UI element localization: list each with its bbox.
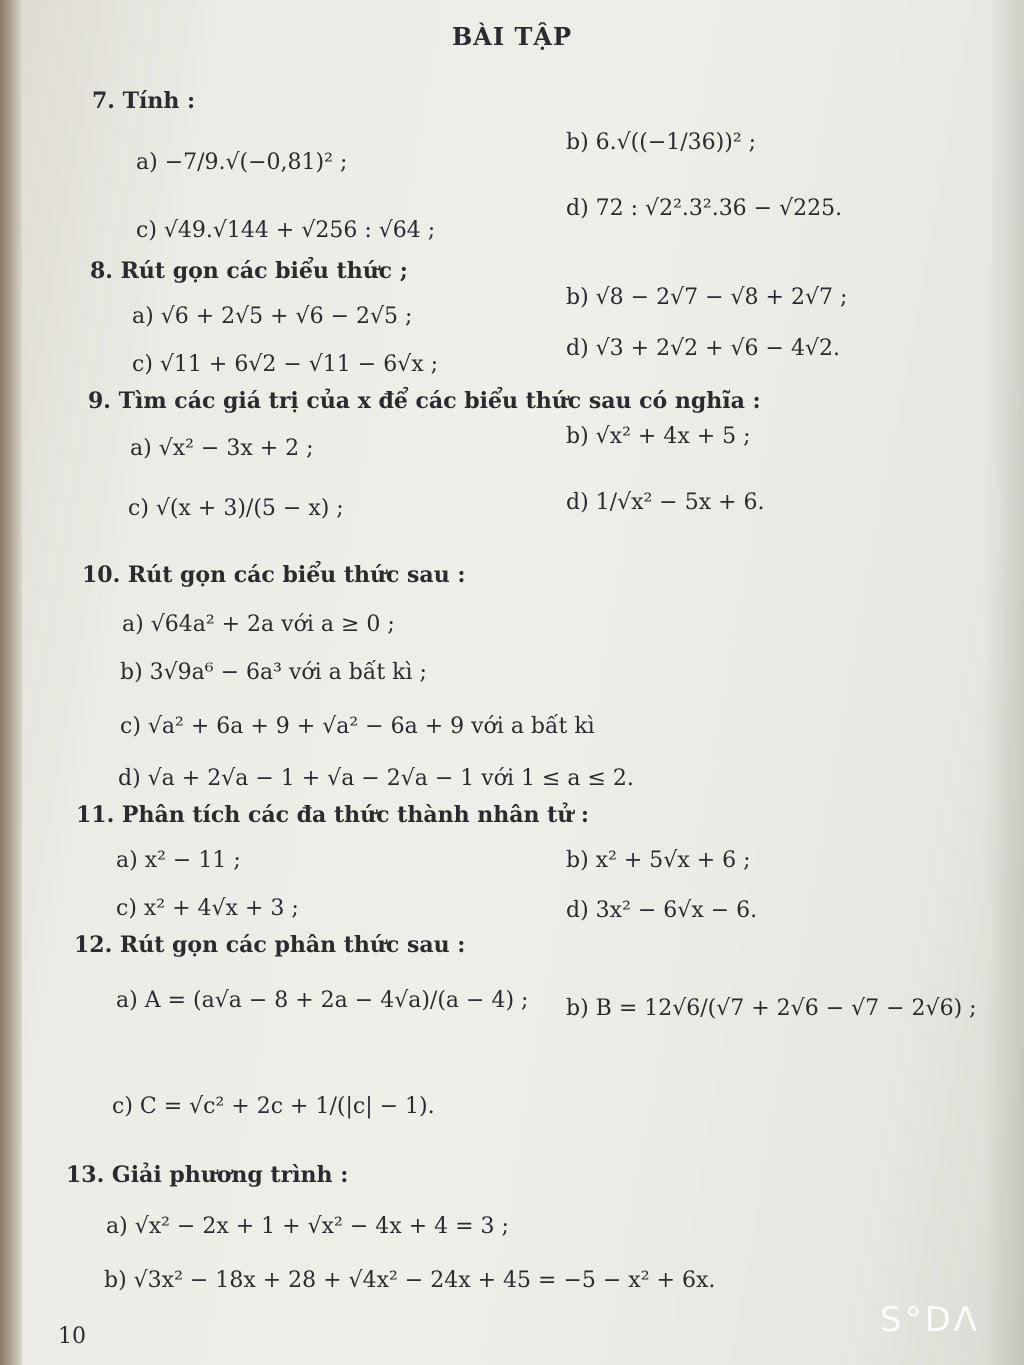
exercise-9-heading: 9. Tìm các giá trị của x để các biểu thức sau có nghĩa : bbox=[88, 388, 761, 414]
exercise-8c: c) √11 + 6√2 − √11 − 6√x ; bbox=[132, 352, 439, 377]
exercise-9d: d) 1/√x² − 5x + 6. bbox=[566, 490, 765, 515]
book-spine bbox=[0, 0, 22, 1365]
exercise-9a: a) √x² − 3x + 2 ; bbox=[130, 436, 314, 461]
page-title: BÀI TẬP bbox=[451, 22, 572, 51]
exercise-11c: c) x² + 4√x + 3 ; bbox=[116, 896, 299, 921]
exercise-10-heading: 10. Rút gọn các biểu thức sau : bbox=[82, 562, 466, 588]
page-edge-shadow bbox=[984, 0, 1024, 1365]
exercise-13b: b) √3x² − 18x + 28 + √4x² − 24x + 45 = −5 − x² + 6x. bbox=[104, 1268, 716, 1293]
exercise-10a: a) √64a² + 2a với a ≥ 0 ; bbox=[122, 612, 395, 637]
exercise-7b: b) 6.√((−1/36))² ; bbox=[566, 130, 757, 155]
exercise-8-heading: 8. Rút gọn các biểu thức ; bbox=[90, 258, 408, 284]
exercise-10c: c) √a² + 6a + 9 + √a² − 6a + 9 với a bất kì bbox=[120, 714, 595, 739]
exercise-8d: d) √3 + 2√2 + √6 − 4√2. bbox=[566, 336, 840, 361]
exercise-8a: a) √6 + 2√5 + √6 − 2√5 ; bbox=[132, 304, 413, 329]
exercise-7c: c) √49.√144 + √256 : √64 ; bbox=[136, 218, 436, 243]
exercise-10b: b) 3√9a⁶ − 6a³ với a bất kì ; bbox=[120, 660, 427, 685]
exercise-11d: d) 3x² − 6√x − 6. bbox=[566, 898, 758, 923]
watermark-logo: S°DΛ bbox=[880, 1300, 981, 1340]
exercise-9b: b) √x² + 4x + 5 ; bbox=[566, 424, 751, 449]
exercise-7d: d) 72 : √2².3².36 − √225. bbox=[566, 196, 843, 221]
exercise-12b: b) B = 12√6/(√7 + 2√6 − √7 − 2√6) ; bbox=[566, 996, 977, 1021]
exercise-12c: c) C = √c² + 2c + 1/(|c| − 1). bbox=[112, 1094, 435, 1119]
exercise-8b: b) √8 − 2√7 − √8 + 2√7 ; bbox=[566, 285, 848, 310]
page-number: 10 bbox=[58, 1324, 86, 1349]
exercise-12a: a) A = (a√a − 8 + 2a − 4√a)/(a − 4) ; bbox=[116, 988, 529, 1013]
exercise-11-heading: 11. Phân tích các đa thức thành nhân tử : bbox=[76, 802, 590, 828]
exercise-11a: a) x² − 11 ; bbox=[116, 848, 241, 873]
exercise-11b: b) x² + 5√x + 6 ; bbox=[566, 848, 751, 873]
exercise-7-heading: 7. Tính : bbox=[92, 88, 196, 114]
exercise-7a: a) −7/9.√(−0,81)² ; bbox=[136, 150, 348, 175]
exercise-9c: c) √(x + 3)/(5 − x) ; bbox=[128, 496, 344, 521]
exercise-13-heading: 13. Giải phương trình : bbox=[66, 1162, 349, 1188]
exercise-12-heading: 12. Rút gọn các phân thức sau : bbox=[74, 932, 466, 958]
exercise-13a: a) √x² − 2x + 1 + √x² − 4x + 4 = 3 ; bbox=[106, 1214, 509, 1239]
exercise-10d: d) √a + 2√a − 1 + √a − 2√a − 1 với 1 ≤ a ≤ 2. bbox=[118, 766, 634, 791]
